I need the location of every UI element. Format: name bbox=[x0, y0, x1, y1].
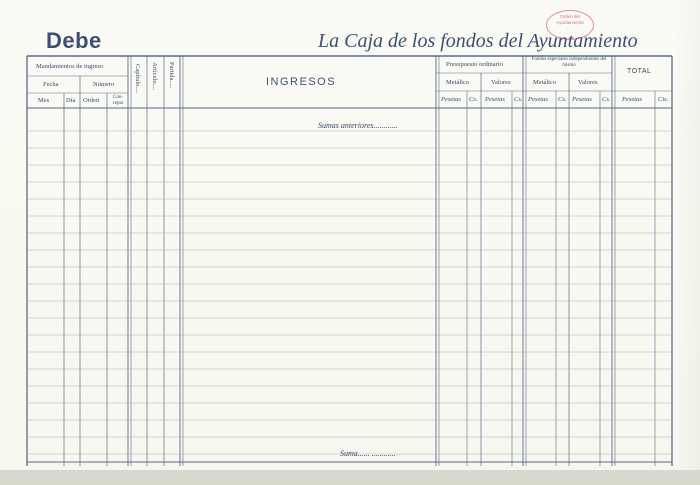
header-presupuesto: Presupuesto ordinario bbox=[446, 61, 503, 68]
header-cs-2: Cs. bbox=[514, 96, 523, 103]
header-pesetas-2: Pesetas bbox=[485, 96, 505, 103]
header-cts-total: Cts. bbox=[658, 96, 669, 103]
header-fecha: Fecha bbox=[43, 81, 59, 88]
header-dia: Día bbox=[66, 97, 76, 104]
header-valores-2: Valores bbox=[578, 79, 598, 86]
header-articulo: Artículo.... bbox=[151, 62, 158, 91]
debe-title: Debe bbox=[46, 28, 102, 53]
header-metalico-1: Metálico bbox=[446, 79, 470, 86]
header-numero: Número bbox=[93, 81, 115, 88]
header-metalico-2: Metálico bbox=[533, 79, 557, 86]
header-cs-3: Cs. bbox=[558, 96, 567, 103]
stamp-line-2: Ayuntamiento bbox=[556, 19, 584, 25]
header-ingresos: INGRESOS bbox=[266, 76, 337, 88]
header-pesetas-3: Pesetas bbox=[528, 96, 548, 103]
header-valores-1: Valores bbox=[491, 79, 511, 86]
sumas-anteriores-label: Sumas anteriores............ bbox=[318, 121, 398, 130]
caja-title: La Caja de los fondos del Ayuntamiento bbox=[318, 30, 638, 52]
stamp-line-1: Orden del bbox=[560, 14, 580, 19]
header-pesetas-total: Pesetas bbox=[622, 96, 642, 103]
suma-label: Suma...... ............ bbox=[340, 449, 396, 458]
header-fondos-especiales: Fondos especiales independientes del mismo bbox=[531, 57, 607, 68]
header-mes: Mes bbox=[38, 97, 50, 104]
header-pesetas-1: Pesetas bbox=[441, 96, 461, 103]
header-capitulo: Capítulo.... bbox=[134, 64, 141, 93]
header-cs-1: Cs. bbox=[469, 96, 478, 103]
header-mandamientos: Mandamientos de ingreso bbox=[36, 63, 104, 70]
header-partida: Partida..... bbox=[168, 62, 175, 89]
header-cs-4: Cs. bbox=[602, 96, 611, 103]
header-orden: Orden bbox=[83, 97, 100, 104]
header-concepto: Con- cepto bbox=[112, 95, 124, 106]
header-total: TOTAL bbox=[627, 68, 652, 75]
header-pesetas-4: Pesetas bbox=[572, 96, 592, 103]
